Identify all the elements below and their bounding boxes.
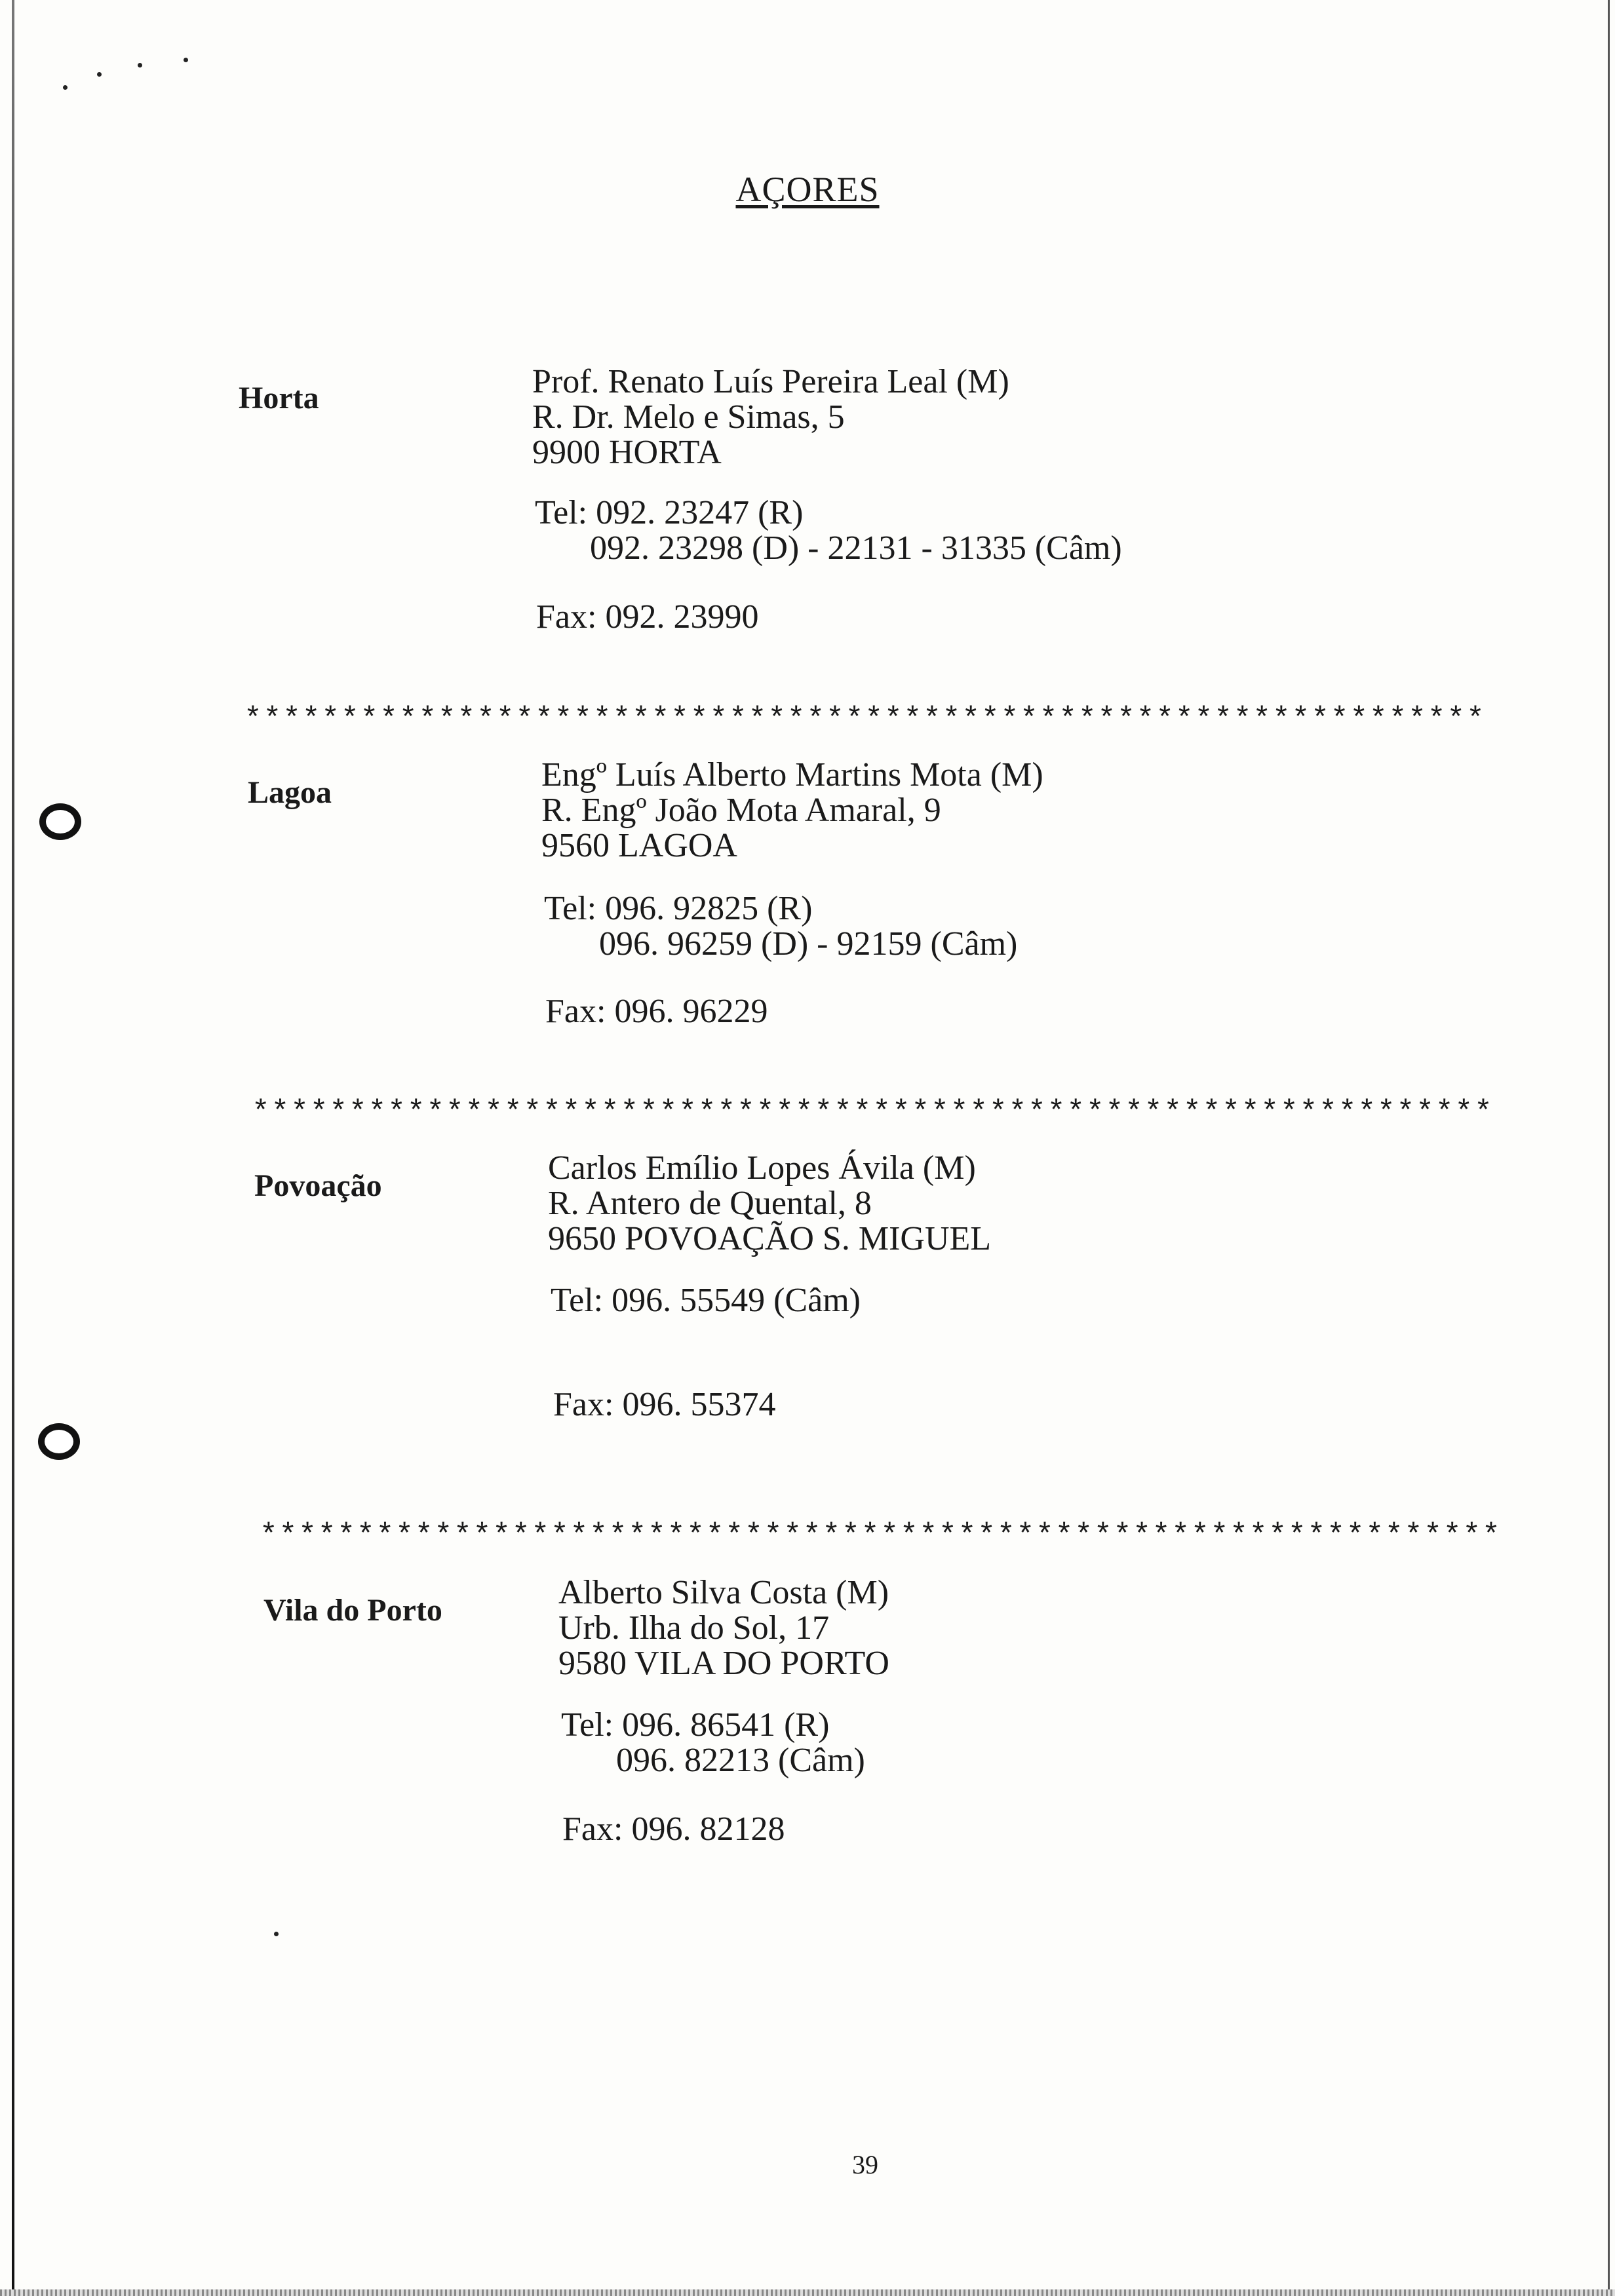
address-line: R. Dr. Melo e Simas, 5 <box>532 398 845 436</box>
address-line: 9650 POVOAÇÃO S. MIGUEL <box>548 1220 992 1257</box>
phone-line: 096. 82213 (Câm) <box>616 1742 865 1779</box>
page-number: 39 <box>852 2150 878 2179</box>
separator-line: **************************************************************** <box>252 1096 1494 1130</box>
phone-block <box>561 1708 865 1778</box>
phone-line: Tel: 096. 92825 (R) <box>544 890 813 927</box>
separator-line: **************************************************************** <box>244 702 1486 737</box>
address-line: Alberto Silva Costa (M) <box>558 1574 889 1611</box>
place-name: Povoação <box>254 1168 382 1203</box>
fax-line: Fax: 096. 82128 <box>562 1810 785 1848</box>
address-line: Prof. Renato Luís Pereira Leal (M) <box>532 363 1009 400</box>
punch-hole-icon <box>39 803 81 840</box>
page-title: AÇORES <box>735 170 880 209</box>
phone-block <box>535 495 1122 566</box>
separator-line: **************************************************************** <box>260 1519 1502 1553</box>
scan-right-edge <box>1608 0 1610 2296</box>
address-line: Carlos Emílio Lopes Ávila (M) <box>548 1149 976 1187</box>
phone-line: Tel: 096. 55549 (Câm) <box>551 1282 861 1319</box>
phone-line: Tel: 092. 23247 (R) <box>535 494 804 531</box>
address-line: R. Antero de Quental, 8 <box>548 1185 872 1222</box>
punch-hole-icon <box>38 1423 80 1460</box>
address-block <box>532 364 1009 470</box>
address-line: R. Engº João Mota Amaral, 9 <box>541 792 941 829</box>
address-line: Engº Luís Alberto Martins Mota (M) <box>541 756 1043 794</box>
scan-bottom-edge <box>0 2289 1615 2296</box>
fax-line: Fax: 096. 55374 <box>553 1386 776 1423</box>
speck-mark <box>97 72 102 77</box>
phone-block <box>551 1283 861 1318</box>
speck-mark <box>274 1932 279 1936</box>
address-block <box>558 1575 889 1681</box>
phone-line: 092. 23298 (D) - 22131 - 31335 (Câm) <box>590 529 1122 567</box>
speck-mark <box>63 85 68 90</box>
phone-line: Tel: 096. 86541 (R) <box>561 1706 830 1744</box>
address-line: 9900 HORTA <box>532 434 722 471</box>
phone-line: 096. 96259 (D) - 92159 (Câm) <box>599 925 1018 963</box>
phone-block <box>544 891 1017 962</box>
speck-mark <box>184 58 188 62</box>
scan-left-edge <box>12 0 14 2296</box>
address-block <box>541 757 1043 864</box>
fax-line: Fax: 092. 23990 <box>536 598 759 636</box>
address-block <box>548 1151 991 1257</box>
fax-line: Fax: 096. 96229 <box>545 993 768 1030</box>
place-name: Vila do Porto <box>263 1593 442 1628</box>
address-line: Urb. Ilha do Sol, 17 <box>558 1609 830 1647</box>
place-name: Horta <box>239 381 319 415</box>
address-line: 9580 VILA DO PORTO <box>558 1645 889 1682</box>
speck-mark <box>138 63 142 67</box>
place-name: Lagoa <box>248 775 332 810</box>
address-line: 9560 LAGOA <box>541 827 737 864</box>
